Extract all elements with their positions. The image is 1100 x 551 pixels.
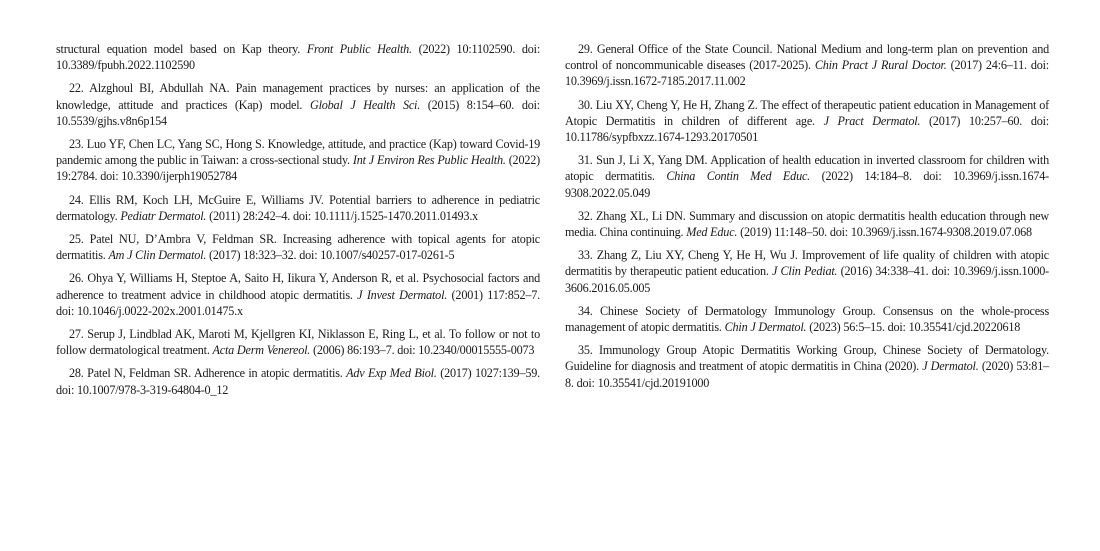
journal-title: Pediatr Dermatol. [120, 208, 207, 223]
journal-title: Med Educ. [686, 225, 738, 240]
reference-entry [56, 192, 540, 224]
references-column-left [56, 41, 540, 405]
reference-text: 25. Patel NU, D’Ambra V, Feldman SR. Increasing adherence with topical agents for atopic dermatitis. [56, 232, 540, 263]
reference-text: (2017) 1027:139–59. doi: 10.1007/978-3-319-64804-0_12 [56, 366, 540, 397]
references-section [56, 41, 1050, 405]
journal-title: J Dermatol. [922, 359, 979, 374]
reference-text: 24. Ellis RM, Koch LH, McGuire E, Williams JV. Potential barriers to adherence in pediatric dermatology. [56, 192, 540, 223]
journal-title: Adv Exp Med Biol. [346, 366, 437, 381]
reference-text: structural equation model based on Kap theory. [56, 42, 307, 56]
reference-text: 35. Immunology Group Atopic Dermatitis Working Group, Chinese Society of Dermatology. Guideline for diagnosis and treatment of atopic dermatitis in China (2020). [565, 343, 1049, 374]
journal-title: Global J Health Sci. [309, 97, 421, 112]
reference-text: (2020) 53:81–8. doi: 10.35541/cjd.20191000 [565, 359, 1049, 390]
reference-entry [56, 326, 540, 358]
reference-entry [565, 342, 1049, 391]
reference-text: 28. Patel N, Feldman SR. Adherence in atopic dermatitis. [69, 366, 347, 381]
journal-title: Int J Environ Res Public Health. [352, 153, 506, 168]
reference-text: (2017) 24:6–11. doi: 10.3969/j.issn.1672-7185.2017.11.002 [565, 58, 1049, 89]
reference-text: 33. Zhang Z, Liu XY, Cheng Y, He H, Wu J. Improvement of life quality of children with atopic dermatitis by therapeutic patient education. [565, 248, 1049, 279]
reference-entry [565, 208, 1049, 240]
reference-text: (2023) 56:5–15. doi: 10.35541/cjd.20220618 [806, 320, 1021, 335]
reference-text: (2017) 18:323–32. doi: 10.1007/s40257-017-0261-5 [206, 248, 455, 263]
journal-title: Chin Pract J Rural Doctor. [814, 58, 947, 73]
reference-entry [565, 247, 1049, 296]
reference-text: (2001) 117:852–7. doi: 10.1046/j.0022-202x.2001.01475.x [56, 287, 541, 318]
reference-entry [565, 41, 1049, 90]
reference-text: (2016) 34:338–41. doi: 10.3969/j.issn.1000-3606.2016.05.005 [565, 264, 1049, 295]
journal-title: Chin J Dermatol. [724, 320, 807, 335]
references-column-right [565, 41, 1049, 405]
journal-title: J Pract Dermatol. [823, 113, 921, 128]
journal-title: Acta Derm Venereol. [212, 343, 311, 358]
reference-text: (2017) 10:257–60. doi: 10.11786/sypfbxzz.1674-1293.20170501 [565, 113, 1049, 145]
journal-title: J Invest Dermatol. [357, 287, 448, 302]
journal-title: Am J Clin Dermatol. [108, 248, 207, 263]
reference-entry [56, 270, 540, 319]
reference-text: 30. Liu XY, Cheng Y, He H, Zhang Z. The effect of therapeutic patient education in Management of Atopic Dermatitis in children of different age. [565, 97, 1049, 128]
reference-text: (2019) 11:148–50. doi: 10.3969/j.issn.1674-9308.2019.07.068 [737, 225, 1032, 240]
reference-text: (2015) 8:154–60. doi: 10.5539/gjhs.v8n6p154 [56, 97, 540, 128]
reference-entry [56, 136, 540, 185]
journal-title: China Contin Med Educ. [666, 169, 811, 184]
reference-text: 29. General Office of the State Council. National Medium and long-term plan on prevention and control of noncommunicable diseases (2017-2025). [565, 42, 1049, 73]
reference-text: 32. Zhang XL, Li DN. Summary and discussion on atopic dermatitis health education through new media. China continuing. [565, 208, 1049, 240]
reference-text: (2011) 28:242–4. doi: 10.1111/j.1525-1470.2011.01493.x [206, 208, 479, 223]
reference-text: 22. Alzghoul BI, Abdullah NA. Pain management practices by nurses: an application of the knowledge, attitude and practices (Kap) model. [56, 81, 540, 112]
reference-entry [56, 80, 540, 129]
reference-entry [565, 303, 1049, 335]
reference-text: 34. Chinese Society of Dermatology Immunology Group. Consensus on the whole-process management of atopic dermatitis. [565, 303, 1049, 335]
journal-title: Front Public Health. [306, 42, 412, 56]
reference-entry [565, 152, 1049, 201]
reference-text: 31. Sun J, Li X, Yang DM. Application of health education in inverted classroom for children with atopic dermatitis. [565, 153, 1049, 184]
reference-text: 27. Serup J, Lindblad AK, Maroti M, Kjellgren KI, Niklasson E, Ring L, et al. To follow or not to follow dermatological treatment. [56, 327, 540, 358]
reference-text: 26. Ohya Y, Williams H, Steptoe A, Saito H, Iikura Y, Anderson R, et al. Psychosocial factors and adherence to treatment advice in childhood atopic dermatitis. [56, 271, 540, 302]
journal-title: J Clin Pediat. [772, 264, 838, 279]
reference-entry [565, 97, 1049, 146]
reference-entry [56, 231, 540, 263]
reference-text: (2006) 86:193–7. doi: 10.2340/00015555-0073 [310, 343, 535, 358]
reference-text: (2022) 14:184–8. doi: 10.3969/j.issn.1674-9308.2022.05.049 [565, 169, 1049, 200]
reference-entry [56, 365, 540, 397]
reference-text: 23. Luo YF, Chen LC, Yang SC, Hong S. Knowledge, attitude, and practice (Kap) toward Covid-19 pandemic among the public in Taiwan: a cross-sectional study. [56, 137, 540, 168]
reference-entry-continuation [56, 41, 540, 73]
reference-text: (2022) 19:2784. doi: 10.3390/ijerph19052784 [56, 153, 540, 184]
reference-text: (2022) 10:1102590. doi: 10.3389/fpubh.2022.1102590 [56, 42, 541, 73]
